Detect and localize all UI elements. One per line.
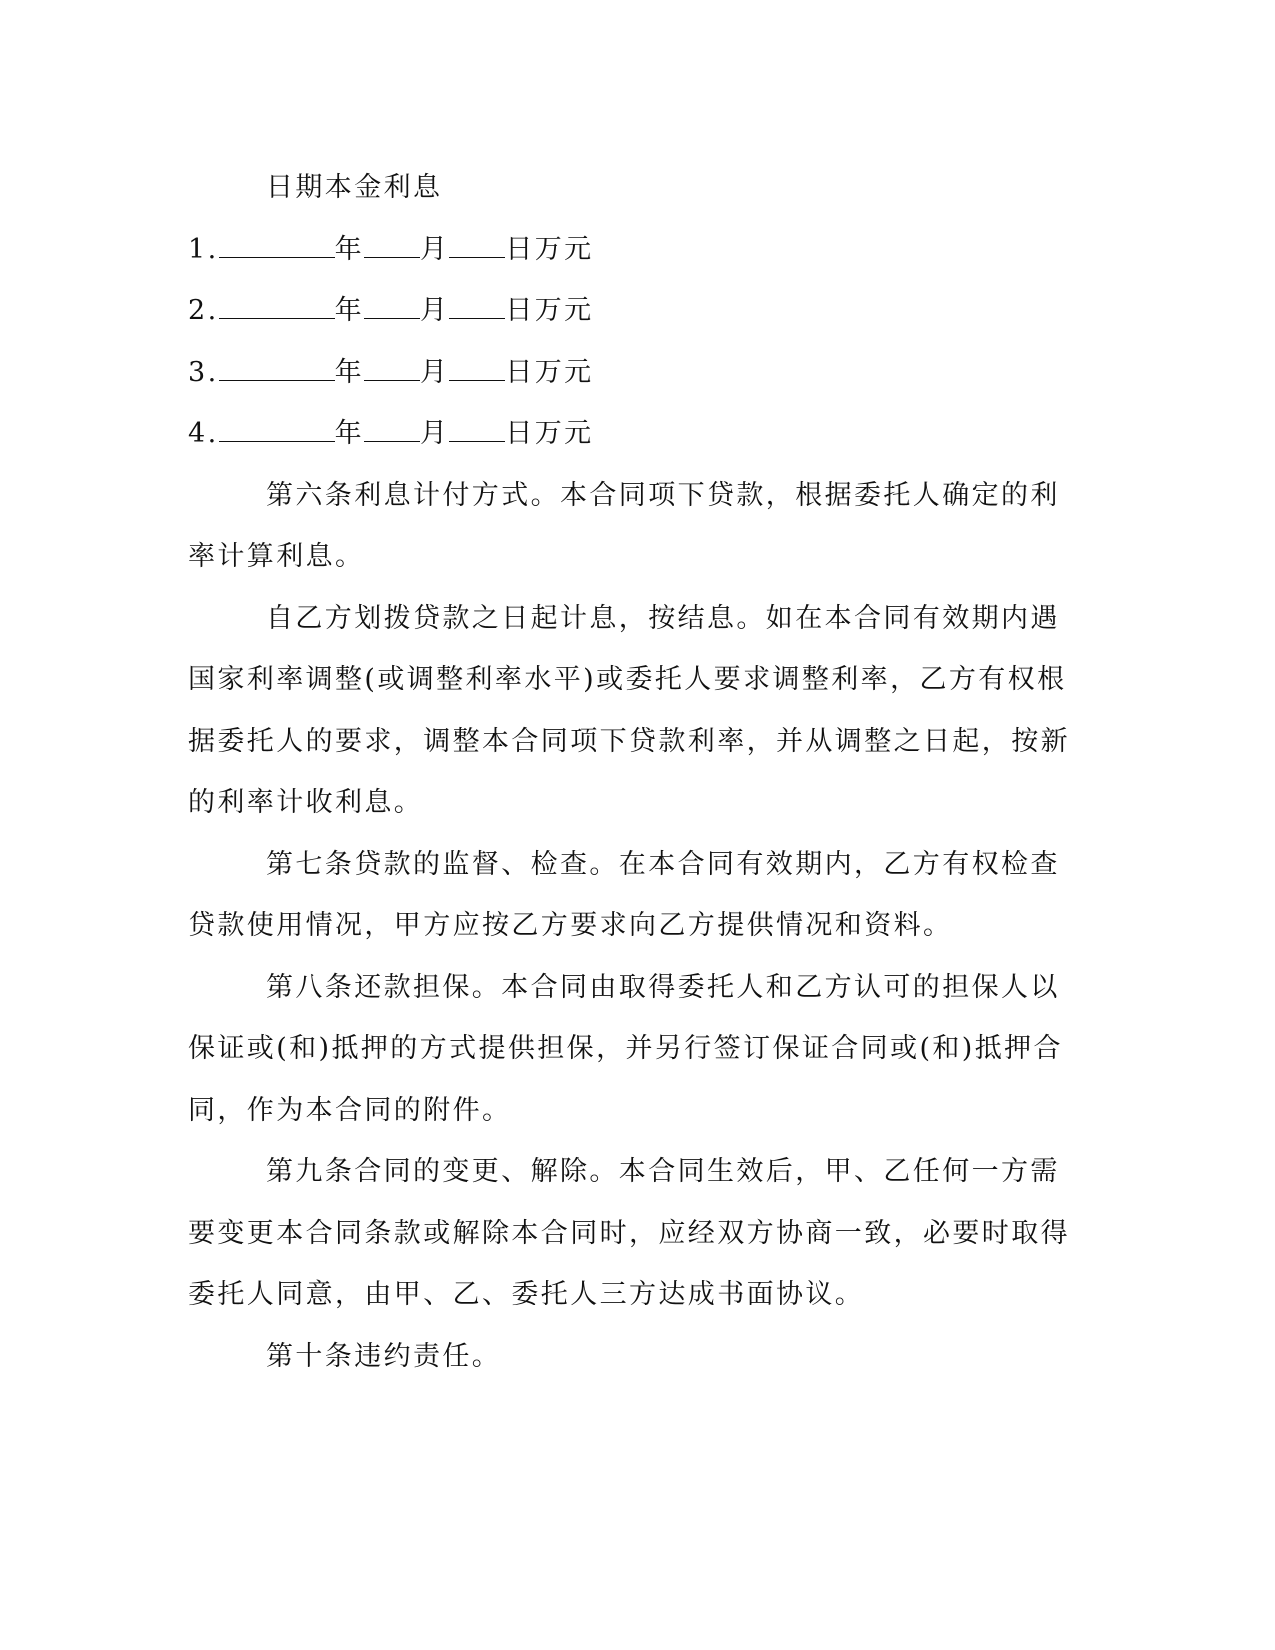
month-label: 月 <box>419 233 450 265</box>
schedule-row-number: 3. <box>188 356 219 388</box>
schedule-row-1 <box>188 219 1073 281</box>
month-blank <box>364 417 420 442</box>
day-amount-label: 日万元 <box>505 233 594 265</box>
month-label: 月 <box>419 418 450 449</box>
day-blank <box>449 356 505 381</box>
year-blank <box>219 417 335 442</box>
article-8-guarantee: 第八条还款担保。本合同由取得委托人和乙方认可的担保人以保证或(和)抵押的方式提供担保，并另行签订保证合同或(和)抵押合同，作为本合同的附件。 <box>188 971 1063 1126</box>
month-blank <box>364 294 420 319</box>
article-6-interest-payment: 第六条利息计付方式。本合同项下贷款，根据委托人确定的利率计算利息。 <box>188 479 1060 572</box>
article-9-amendment: 第九条合同的变更、解除。本合同生效后，甲、乙任何一方需要变更本合同条款或解除本合同时，应经双方协商一致，必要时取得委托人同意，由甲、乙、委托人三方达成书面协议。 <box>188 1156 1070 1310</box>
schedule-row-3 <box>188 342 1073 404</box>
year-blank <box>219 233 335 258</box>
article-10-liability: 第十条违约责任。 <box>266 1340 502 1372</box>
document-body <box>188 157 1073 1387</box>
year-label: 年 <box>334 233 364 265</box>
day-blank <box>449 417 505 442</box>
day-blank <box>449 294 505 319</box>
schedule-header: 日期本金利息 <box>266 172 443 203</box>
month-label: 月 <box>419 295 450 326</box>
year-label: 年 <box>334 356 364 388</box>
schedule-row-2 <box>188 280 1073 342</box>
year-label: 年 <box>334 295 364 326</box>
year-blank <box>219 294 335 319</box>
year-label: 年 <box>334 418 364 449</box>
article-7-supervision: 第七条贷款的监督、检查。在本合同有效期内，乙方有权检查贷款使用情况，甲方应按乙方要求向乙方提供情况和资料。 <box>188 848 1060 941</box>
interest-accrual-paragraph: 自乙方划拨贷款之日起计息，按结息。如在本合同有效期内遇国家利率调整(或调整利率水平)或委托人要求调整利率，乙方有权根据委托人的要求，调整本合同项下贷款利率，并从调整之日起，按新的利率计收利息。 <box>188 602 1070 818</box>
day-blank <box>449 233 505 258</box>
month-blank <box>364 233 420 258</box>
schedule-row-number: 1. <box>188 233 219 265</box>
day-amount-label: 日万元 <box>505 295 594 326</box>
month-label: 月 <box>419 356 450 388</box>
day-amount-label: 日万元 <box>505 356 594 388</box>
month-blank <box>364 356 420 381</box>
year-blank <box>219 356 335 381</box>
day-amount-label: 日万元 <box>505 418 594 449</box>
schedule-row-4 <box>188 403 1073 465</box>
schedule-row-number: 4. <box>188 418 219 449</box>
schedule-row-number: 2. <box>188 295 219 326</box>
